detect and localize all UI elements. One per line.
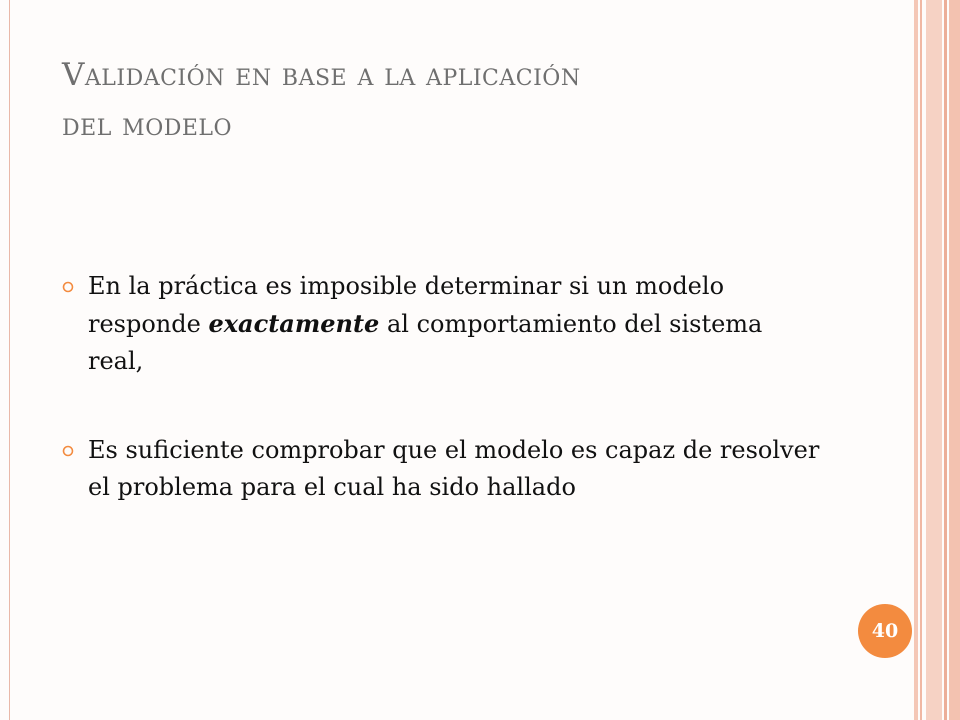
page-number: 40 <box>871 620 899 642</box>
stripe <box>920 0 922 720</box>
page-number-badge <box>858 604 912 658</box>
bullet-text-after: al comportamiento del sistema real, <box>88 310 763 375</box>
stripe <box>944 0 947 720</box>
left-border-line <box>9 0 10 720</box>
stripe <box>949 0 960 720</box>
slide-title-line-1: Validación en base a la aplicación <box>62 57 581 93</box>
slide-title <box>62 50 882 150</box>
open-circle-bullet-icon <box>62 281 74 293</box>
bullet-emphasis: exactamente <box>208 309 380 338</box>
stripe <box>926 0 942 720</box>
bullet-text: Es suficiente comprobar que el modelo es capaz de resolver el problema para el cual ha sido hallado <box>88 436 820 501</box>
open-circle-bullet-icon <box>62 445 74 457</box>
bullet-item <box>62 268 822 380</box>
stripe <box>914 0 918 720</box>
decorative-stripes <box>914 0 960 720</box>
slide-title-line-2: del modelo <box>62 107 233 143</box>
bullet-text-before: En la práctica es imposible determinar si un modelo responde <box>88 272 725 338</box>
bullet-item <box>62 432 822 506</box>
bullet-list <box>62 268 822 558</box>
